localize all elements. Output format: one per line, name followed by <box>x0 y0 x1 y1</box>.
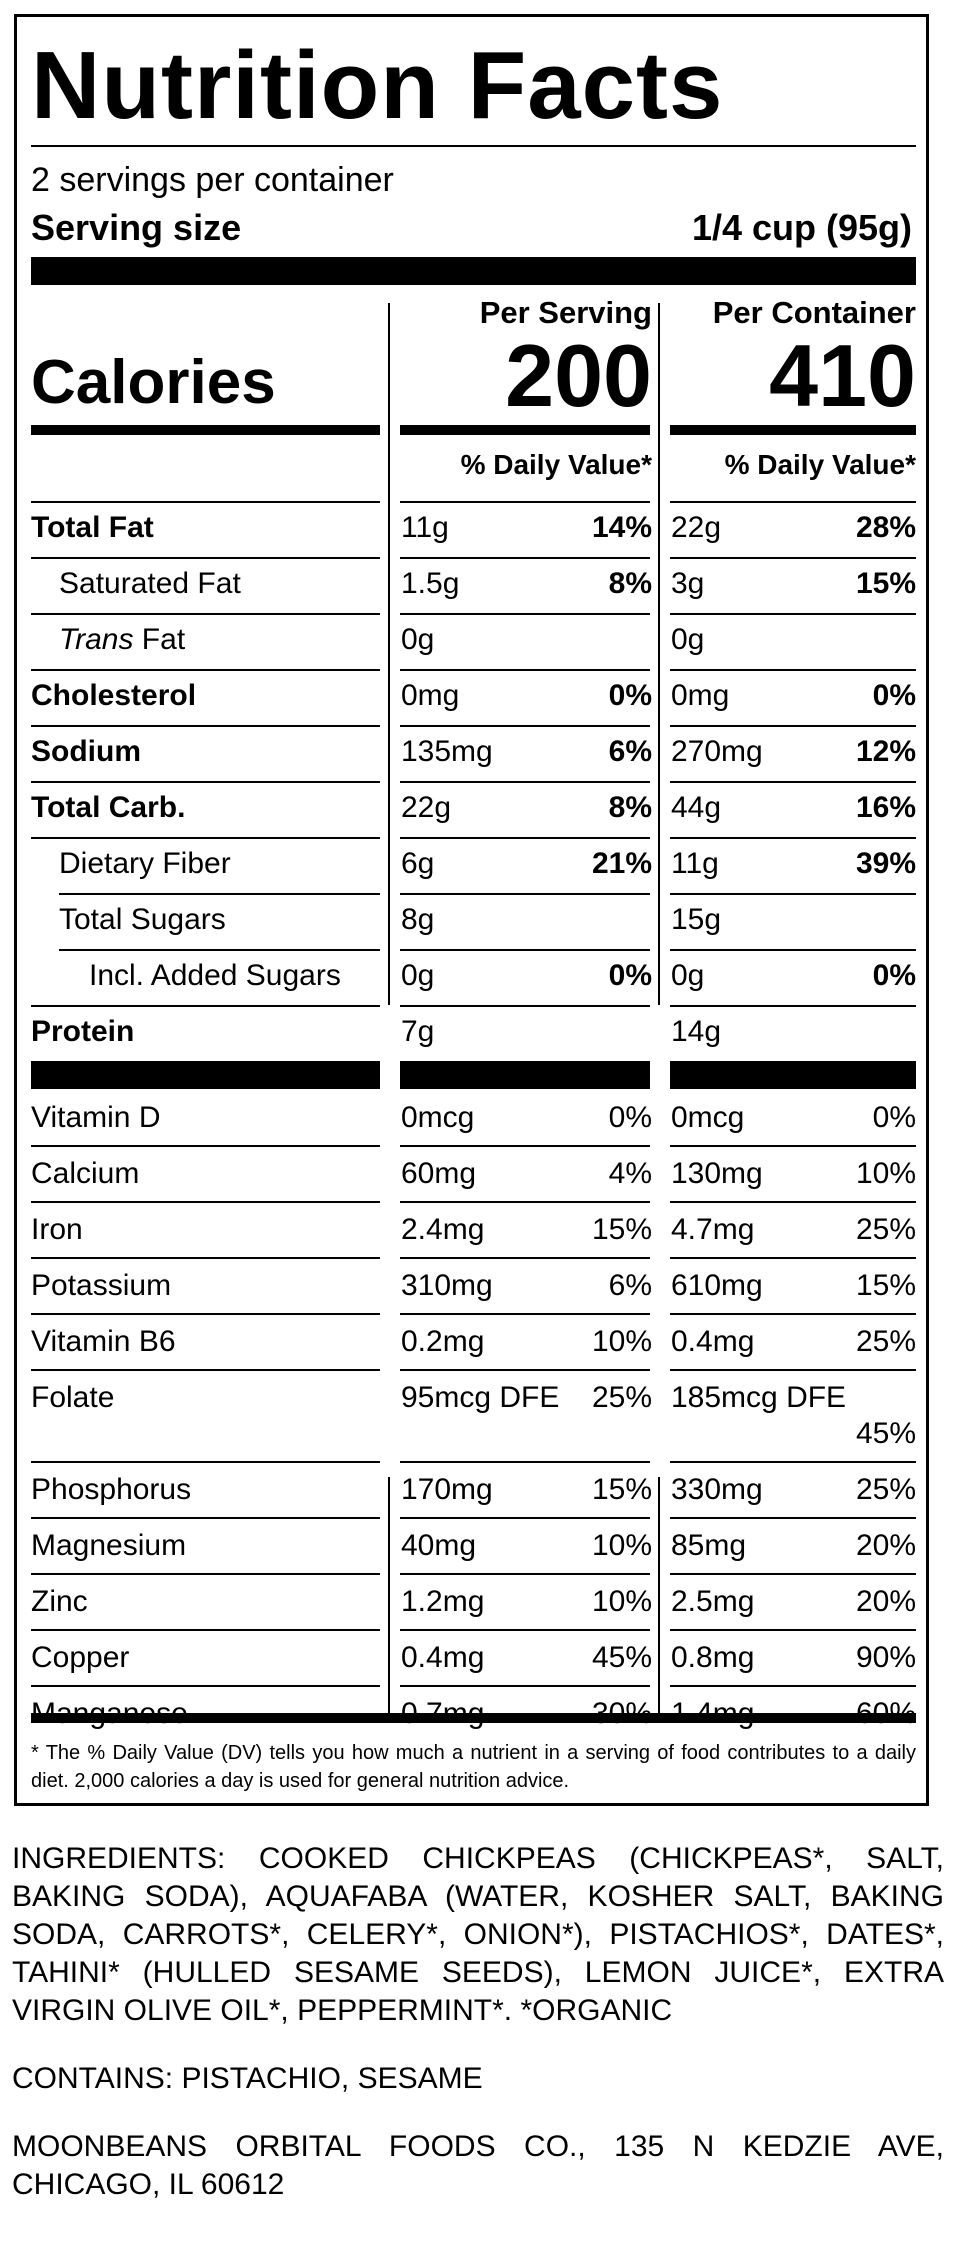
nutrient-name: Sodium <box>31 735 141 768</box>
calories-per-serving: 200 <box>505 326 652 425</box>
serving-amount: 310mg <box>401 1269 493 1302</box>
package-text <box>12 1840 944 2234</box>
row-divider <box>670 725 916 727</box>
row-divider <box>31 613 380 615</box>
serving-daily-value: 10% <box>591 1529 652 1562</box>
serving-amount: 60mg <box>401 1157 477 1190</box>
nutrient-name: Total Sugars <box>59 903 226 936</box>
container-amount: 3g <box>671 567 705 600</box>
row-divider <box>31 1517 380 1519</box>
row-divider <box>670 1145 916 1147</box>
vitamin-name: Potassium <box>31 1269 172 1302</box>
container-amount: 2.5mg <box>671 1585 755 1618</box>
serving-daily-value: 25% <box>591 1381 652 1414</box>
row-divider <box>670 837 916 839</box>
row-divider <box>400 1005 650 1007</box>
row-divider <box>400 949 650 951</box>
container-amount: 0g <box>671 623 705 656</box>
vitamin-name: Vitamin D <box>31 1101 161 1134</box>
thick-divider <box>31 257 916 285</box>
nutrient-name: Saturated Fat <box>59 567 241 600</box>
serving-daily-value: 4% <box>608 1157 652 1190</box>
row-divider <box>400 1685 650 1687</box>
container-amount: 130mg <box>671 1157 763 1190</box>
vitamin-name: Phosphorus <box>31 1473 192 1506</box>
dv-header-serving: % Daily Value* <box>460 449 652 480</box>
container-daily-value: 25% <box>855 1473 916 1506</box>
serving-daily-value: 0% <box>608 1101 652 1134</box>
per-container-header: Per Container <box>712 295 916 330</box>
row-divider <box>31 837 380 839</box>
vitamin-name: Calcium <box>31 1157 140 1190</box>
row-divider <box>400 837 650 839</box>
ingredients-text: INGREDIENTS: COOKED CHICKPEAS (CHICKPEAS*, SALT, BAKING SODA), AQUAFABA (WATER, KOSHER SALT, BAKING SODA, CARROTS*, CELERY*, ONION*), PISTACHIOS*, DATES*, TAHINI* (HULLED SESAME SEEDS), LEMON JUICE*, EXTRA VIRGIN OLIVE OIL*, PEPPERMINT*. *ORGANIC <box>12 1842 944 2027</box>
serving-amount: 1.5g <box>401 567 460 600</box>
serving-daily-value: 6% <box>608 1269 652 1302</box>
row-divider <box>31 1369 380 1371</box>
vitamin-name: Zinc <box>31 1585 88 1618</box>
serving-daily-value: 0% <box>608 679 652 712</box>
container-daily-value: 12% <box>855 735 916 768</box>
container-amount: 15g <box>671 903 722 936</box>
serving-daily-value: 8% <box>608 791 652 824</box>
nutrient-name: Incl. Added Sugars <box>89 959 341 992</box>
serving-amount: 0mcg <box>401 1101 475 1134</box>
container-amount: 0mcg <box>671 1101 745 1134</box>
container-amount: 0.8mg <box>671 1641 755 1674</box>
thick-divider <box>400 1061 650 1089</box>
serving-amount: 1.2mg <box>401 1585 485 1618</box>
row-divider <box>31 557 380 559</box>
row-divider <box>400 1573 650 1575</box>
container-daily-value: 25% <box>855 1325 916 1358</box>
nutrient-name <box>59 623 185 657</box>
serving-daily-value: 6% <box>608 735 652 768</box>
container-daily-value: 28% <box>855 511 916 544</box>
serving-amount: 22g <box>401 791 452 824</box>
serving-amount: 11g <box>401 511 449 544</box>
container-daily-value: 20% <box>855 1529 916 1562</box>
row-divider <box>670 613 916 615</box>
row-divider <box>400 1201 650 1203</box>
container-amount: 330mg <box>671 1473 763 1506</box>
serving-daily-value: 14% <box>591 511 652 544</box>
row-divider <box>31 1629 380 1631</box>
row-divider <box>31 1145 380 1147</box>
nutrient-name: Cholesterol <box>31 679 197 712</box>
calories-label: Calories <box>31 348 276 417</box>
row-divider <box>400 1145 650 1147</box>
row-divider <box>31 781 380 783</box>
vitamin-name: Folate <box>31 1381 115 1414</box>
serving-amount: 40mg <box>401 1529 477 1562</box>
row-divider <box>670 781 916 783</box>
container-daily-value: 25% <box>855 1213 916 1246</box>
container-amount: 185mcg DFE <box>671 1381 847 1414</box>
vitamin-name: Copper <box>31 1641 130 1674</box>
row-divider <box>670 557 916 559</box>
column-divider <box>388 303 390 1005</box>
divider <box>31 145 916 147</box>
serving-daily-value: 15% <box>591 1473 652 1506</box>
serving-size-label: Serving size <box>31 207 242 248</box>
row-divider <box>400 725 650 727</box>
container-amount: 14g <box>671 1015 722 1048</box>
container-daily-value: 45% <box>855 1417 916 1450</box>
row-divider <box>400 1461 650 1463</box>
nutrient-name: Dietary Fiber <box>59 847 231 880</box>
row-divider <box>400 1313 650 1315</box>
container-amount: 270mg <box>671 735 763 768</box>
row-divider <box>400 613 650 615</box>
dv-header-container: % Daily Value* <box>724 449 916 480</box>
vitamin-name: Magnesium <box>31 1529 187 1562</box>
serving-amount: 0mg <box>401 679 460 712</box>
serving-amount: 2.4mg <box>401 1213 485 1246</box>
serving-daily-value: 15% <box>591 1213 652 1246</box>
row-divider <box>400 781 650 783</box>
container-amount: 0g <box>671 959 705 992</box>
container-daily-value: 0% <box>872 1101 916 1134</box>
serving-daily-value: 10% <box>591 1585 652 1618</box>
calories-per-container: 410 <box>769 326 916 425</box>
row-divider <box>31 1005 380 1007</box>
container-amount: 0.4mg <box>671 1325 755 1358</box>
row-divider <box>400 1257 650 1259</box>
container-amount: 0mg <box>671 679 730 712</box>
row-divider <box>31 1461 380 1463</box>
nutrient-name: Total Fat <box>31 511 154 544</box>
calories-divider <box>400 425 650 435</box>
row-divider <box>31 1313 380 1315</box>
row-divider <box>400 893 650 895</box>
container-daily-value: 15% <box>855 1269 916 1302</box>
container-amount: 85mg <box>671 1529 747 1562</box>
nutrient-name-rest: Fat <box>133 623 186 656</box>
container-daily-value: 15% <box>855 567 916 600</box>
calories-divider <box>670 425 916 435</box>
servings-per-container: 2 servings per container <box>31 161 394 199</box>
serving-daily-value: 0% <box>608 959 652 992</box>
column-divider <box>388 1477 390 1713</box>
row-divider <box>670 1573 916 1575</box>
row-divider <box>59 949 380 951</box>
manufacturer-address: MOONBEANS ORBITAL FOODS CO., 135 N KEDZIE AVE, CHICAGO, IL 60612 <box>12 2130 944 2201</box>
container-amount: 4.7mg <box>671 1213 755 1246</box>
panel-title: Nutrition Facts <box>31 32 724 139</box>
row-divider <box>670 669 916 671</box>
serving-amount: 0g <box>401 623 435 656</box>
calories-divider <box>31 425 380 435</box>
container-daily-value: 20% <box>855 1585 916 1618</box>
serving-amount: 8g <box>401 903 435 936</box>
row-divider <box>670 1201 916 1203</box>
nutrient-name: Total Carb. <box>31 791 186 824</box>
column-divider <box>658 303 660 1005</box>
footnote-divider <box>31 1713 916 1723</box>
serving-amount: 135mg <box>401 735 493 768</box>
serving-amount: 0.4mg <box>401 1641 485 1674</box>
row-divider <box>670 893 916 895</box>
row-divider <box>59 893 380 895</box>
row-divider <box>670 501 916 503</box>
serving-amount: 7g <box>401 1015 435 1048</box>
row-divider <box>400 557 650 559</box>
row-divider <box>670 1005 916 1007</box>
thick-divider <box>670 1061 916 1089</box>
row-divider <box>31 1257 380 1259</box>
container-daily-value: 10% <box>855 1157 916 1190</box>
row-divider <box>670 1461 916 1463</box>
row-divider <box>31 1685 380 1687</box>
row-divider <box>400 669 650 671</box>
row-divider <box>670 1685 916 1687</box>
nutrition-facts-panel <box>14 14 929 1806</box>
vitamin-name: Vitamin B6 <box>31 1325 176 1358</box>
container-daily-value: 0% <box>872 679 916 712</box>
container-amount: 610mg <box>671 1269 763 1302</box>
row-divider <box>400 1369 650 1371</box>
row-divider <box>31 501 380 503</box>
vitamin-name: Iron <box>31 1213 83 1246</box>
serving-daily-value: 8% <box>608 567 652 600</box>
row-divider <box>670 1313 916 1315</box>
container-daily-value: 39% <box>855 847 916 880</box>
serving-daily-value: 10% <box>591 1325 652 1358</box>
allergen-statement: CONTAINS: PISTACHIO, SESAME <box>12 2062 483 2095</box>
serving-daily-value: 21% <box>591 847 652 880</box>
serving-amount: 0g <box>401 959 435 992</box>
row-divider <box>31 669 380 671</box>
per-serving-header: Per Serving <box>479 295 652 330</box>
serving-size-value: 1/4 cup (95g) <box>691 207 912 248</box>
nutrient-name: Protein <box>31 1015 135 1048</box>
container-daily-value: 90% <box>855 1641 916 1674</box>
row-divider <box>400 1517 650 1519</box>
row-divider <box>400 1629 650 1631</box>
serving-daily-value: 45% <box>591 1641 652 1674</box>
container-daily-value: 0% <box>872 959 916 992</box>
serving-amount: 6g <box>401 847 435 880</box>
row-divider <box>670 949 916 951</box>
container-daily-value: 16% <box>855 791 916 824</box>
thick-divider <box>31 1061 380 1089</box>
container-amount: 11g <box>671 847 719 880</box>
row-divider <box>670 1257 916 1259</box>
row-divider <box>31 1573 380 1575</box>
footnote: * The % Daily Value (DV) tells you how much a nutrient in a serving of food contributes to a daily diet. 2,000 calories a day is used for general nutrition advice. <box>31 1742 916 1792</box>
container-amount: 44g <box>671 791 722 824</box>
row-divider <box>31 1201 380 1203</box>
container-amount: 22g <box>671 511 722 544</box>
serving-amount: 0.2mg <box>401 1325 485 1358</box>
serving-amount: 95mcg DFE <box>401 1381 560 1414</box>
serving-amount: 170mg <box>401 1473 493 1506</box>
row-divider <box>670 1369 916 1371</box>
row-divider <box>670 1629 916 1631</box>
row-divider <box>31 725 380 727</box>
row-divider <box>670 1517 916 1519</box>
column-divider <box>658 1477 660 1713</box>
row-divider <box>400 501 650 503</box>
nutrient-name-italic: Trans <box>59 623 134 656</box>
